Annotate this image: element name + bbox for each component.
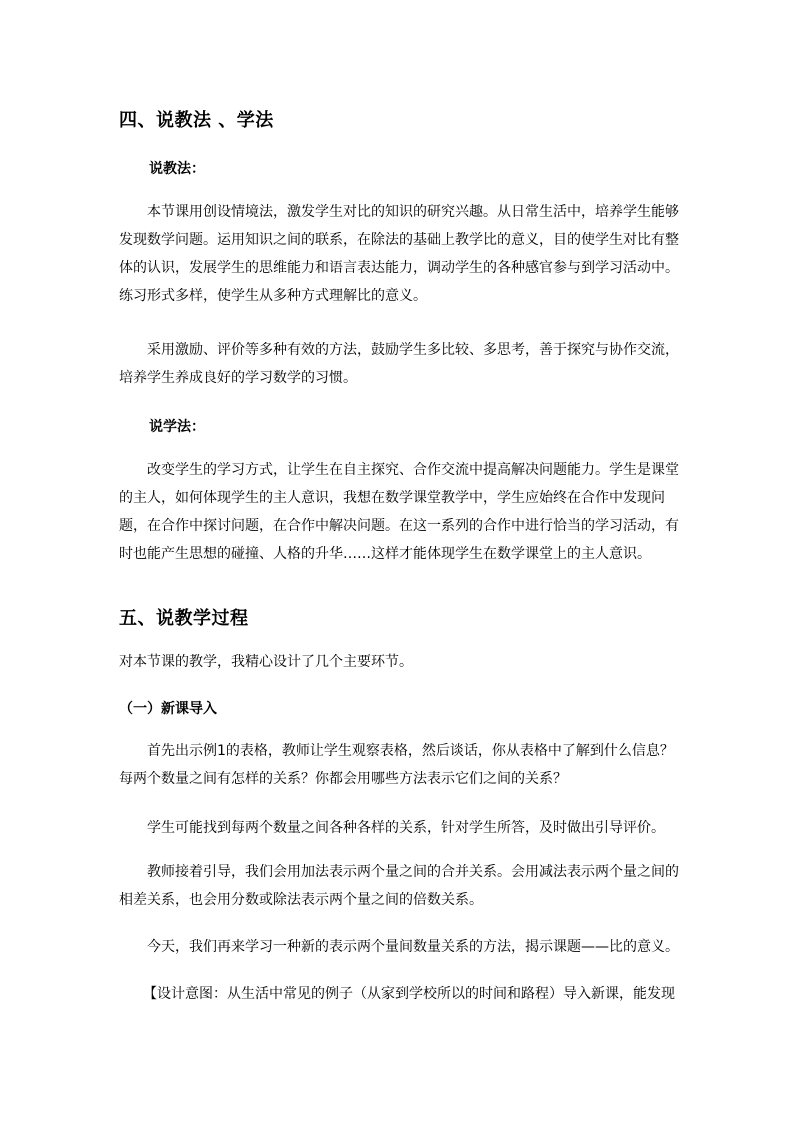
learning-method-heading: 说学法：	[149, 419, 205, 435]
subsection-1-paragraph-4: 今天，我们再来学习一种新的表示两个量间数量关系的方法，揭示课题——比的意义。	[147, 939, 679, 955]
subsection-1-paragraph-1: 首先出示例1的表格，教师让学生观察表格，然后谈话，你从表格中了解到什么信息？每两个数量之间有怎样的关系？你都会用哪些方法表示它们之间的关系？	[119, 743, 674, 787]
teaching-method-heading: 说教法：	[149, 161, 205, 177]
teaching-method-paragraph-2: 采用激励、评价等多种有效的方法，鼓励学生多比较、多思考，善于探究与协作交流，培养学生养成良好的学习数学的习惯。	[119, 342, 679, 386]
section-5-title: 五、说教学过程	[119, 608, 249, 629]
section-4-title: 四、说教法 、学法	[119, 110, 274, 131]
subsection-1-heading: （一）新课导入	[119, 701, 217, 717]
subsection-1-design-intent: 【设计意图：从生活中常见的例子（从家到学校所以的时间和路程）导入新课，能发现	[143, 986, 675, 1002]
subsection-1-paragraph-2: 学生可能找到每两个数量之间各种各样的关系，针对学生所答，及时做出引导评价。	[147, 820, 665, 836]
section-5-intro: 对本节课的教学，我精心设计了几个主要环节。	[119, 654, 413, 670]
subsection-1-paragraph-3: 教师接着引导，我们会用加法表示两个量之间的合并关系。会用减法表示两个量之间的相差关系，也会用分数或除法表示两个量之间的倍数关系。	[119, 864, 679, 908]
learning-method-paragraph-1: 改变学生的学习方式，让学生在自主探究、合作交流中提高解决问题能力。学生是课堂的主人，如何体现学生的主人意识，我想在数学课堂教学中，学生应始终在合作中发现问题，在合作中探讨问题，在合作中解决问题。在这一系列的合作中进行恰当的学习活动，有时也能产生思想的碰撞、人格的升华……这样才能体现学生在数学课堂上的主人意识。	[119, 462, 679, 562]
teaching-method-paragraph-1: 本节课用创设情境法，激发学生对比的知识的研究兴趣。从日常生活中，培养学生能够发现数学问题。运用知识之间的联系，在除法的基础上教学比的意义，目的使学生对比有整体的认识，发展学生的思维能力和语言表达能力，调动学生的各种感官参与到学习活动中。练习形式多样，使学生从多种方式理解比的意义。	[119, 204, 679, 304]
